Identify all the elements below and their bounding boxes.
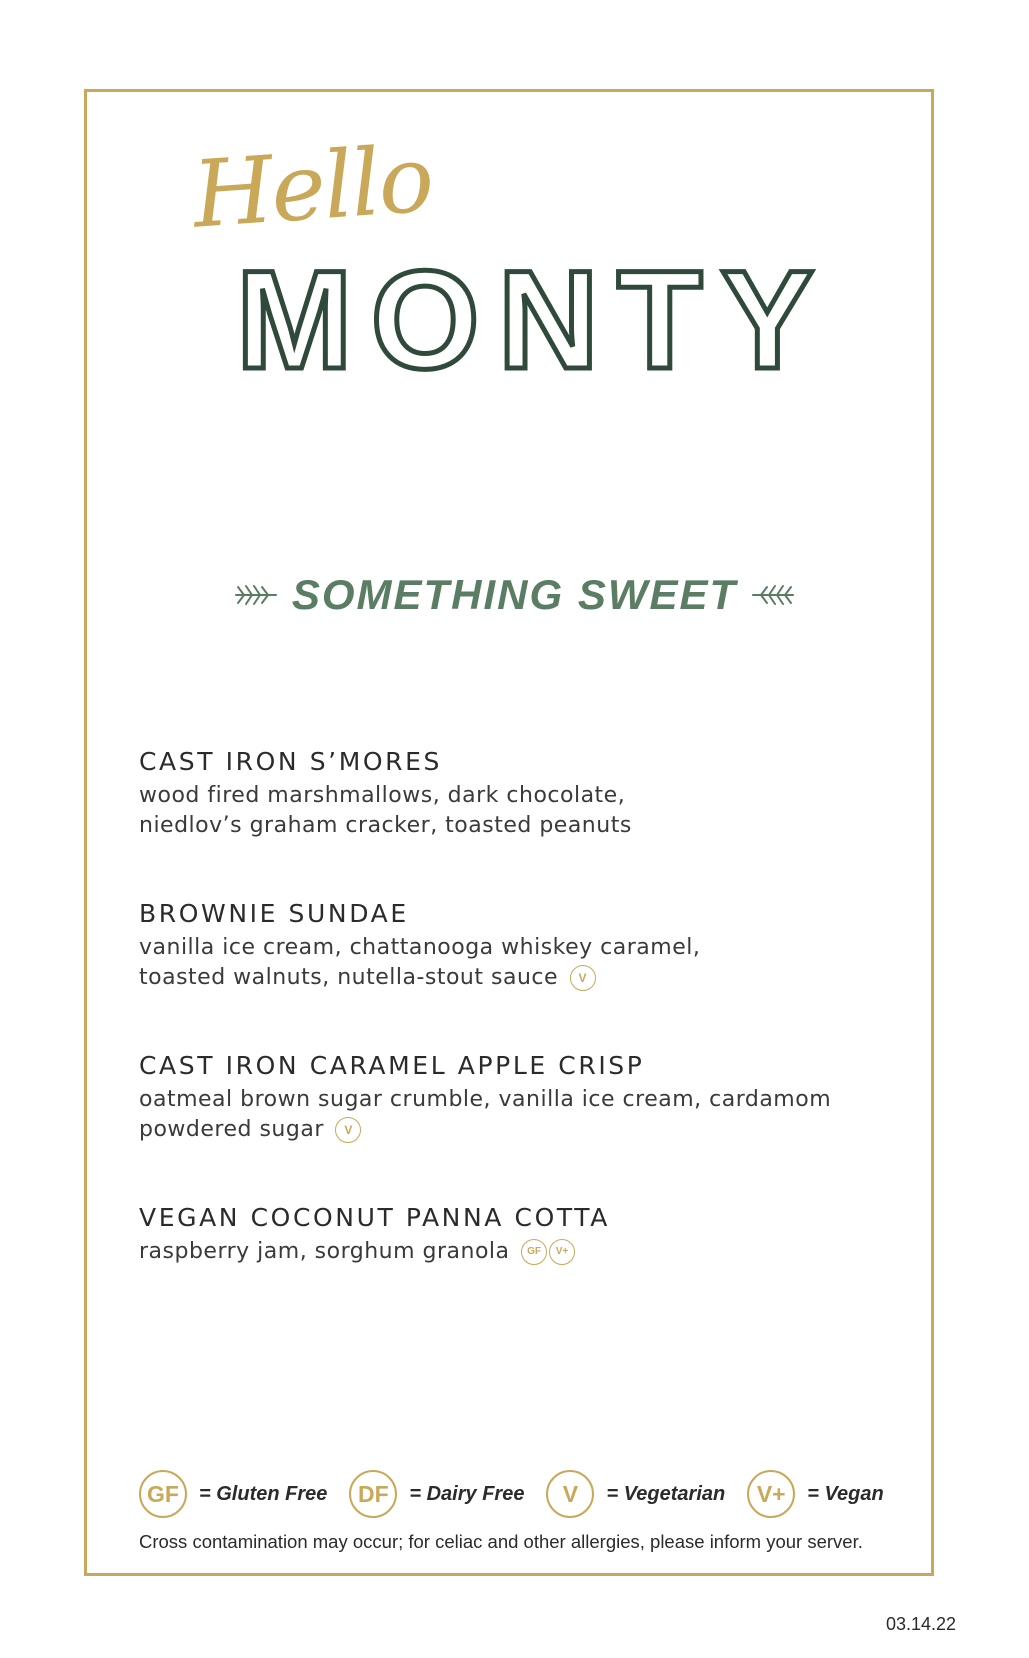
item-desc-line-wrap	[139, 1115, 899, 1145]
legend-entry-dairy-free	[349, 1470, 524, 1518]
item-desc-line: niedlov’s graham cracker, toasted peanuts	[139, 813, 632, 838]
menu-item	[139, 1201, 899, 1267]
legend-entry-gluten-free	[139, 1470, 327, 1518]
item-name: BROWNIE SUNDAE	[139, 899, 409, 928]
dietary-legend	[139, 1470, 899, 1518]
brand-logo-svg	[236, 252, 816, 382]
item-desc-line: vanilla ice cream, chattanooga whiskey caramel,	[139, 935, 701, 960]
brand-logo	[236, 252, 816, 382]
legend-entry-vegetarian	[546, 1470, 725, 1518]
legend-label: = Dairy Free	[409, 1482, 525, 1505]
item-desc-line: powdered sugar	[139, 1117, 324, 1142]
section-title: SOMETHING SWEET	[291, 571, 738, 618]
item-desc-line: oatmeal brown sugar crumble, vanilla ice cream, cardamom	[139, 1087, 832, 1112]
item-desc-line: raspberry jam, sorghum granola	[139, 1239, 510, 1264]
leaf-sprig-right-icon	[751, 582, 795, 608]
item-description	[139, 933, 899, 993]
legend-entry-vegan	[747, 1470, 884, 1518]
hello-script: Hello	[189, 125, 436, 249]
legend-label: = Vegan	[807, 1482, 884, 1505]
vegan-badge-icon: V+	[549, 1239, 575, 1265]
item-description	[139, 1237, 899, 1267]
section-header	[0, 560, 1029, 630]
legend-label: = Vegetarian	[606, 1482, 726, 1505]
menu-item	[139, 897, 899, 993]
gluten-free-badge-icon: GF	[521, 1239, 547, 1265]
brand-name: MONTY	[236, 252, 814, 382]
legend-label: = Gluten Free	[199, 1482, 328, 1505]
item-description	[139, 781, 899, 841]
item-desc-line: wood fired marshmallows, dark chocolate,	[139, 783, 626, 808]
leaf-sprig-left-icon	[234, 582, 278, 608]
menu-item	[139, 1049, 899, 1145]
item-desc-line-wrap	[139, 1237, 899, 1267]
item-desc-line-wrap	[139, 963, 899, 993]
vegetarian-badge-icon: V	[570, 965, 596, 991]
item-name: CAST IRON CARAMEL APPLE CRISP	[139, 1051, 645, 1080]
item-description	[139, 1085, 899, 1145]
vegetarian-badge-icon: V	[335, 1117, 361, 1143]
dairy-free-badge-icon: DF	[349, 1470, 397, 1518]
item-desc-line: toasted walnuts, nutella-stout sauce	[139, 965, 559, 990]
gluten-free-badge-icon: GF	[139, 1470, 187, 1518]
item-name: VEGAN COCONUT PANNA COTTA	[139, 1203, 610, 1232]
dessert-menu	[139, 745, 899, 1323]
menu-item	[139, 745, 899, 841]
item-name: CAST IRON S’MORES	[139, 747, 443, 776]
vegan-badge-icon: V+	[747, 1470, 795, 1518]
vegetarian-badge-icon: V	[546, 1470, 594, 1518]
menu-date: 03.14.22	[886, 1614, 957, 1634]
allergy-disclaimer: Cross contamination may occur; for celiac and other allergies, please inform your server.	[139, 1531, 863, 1552]
